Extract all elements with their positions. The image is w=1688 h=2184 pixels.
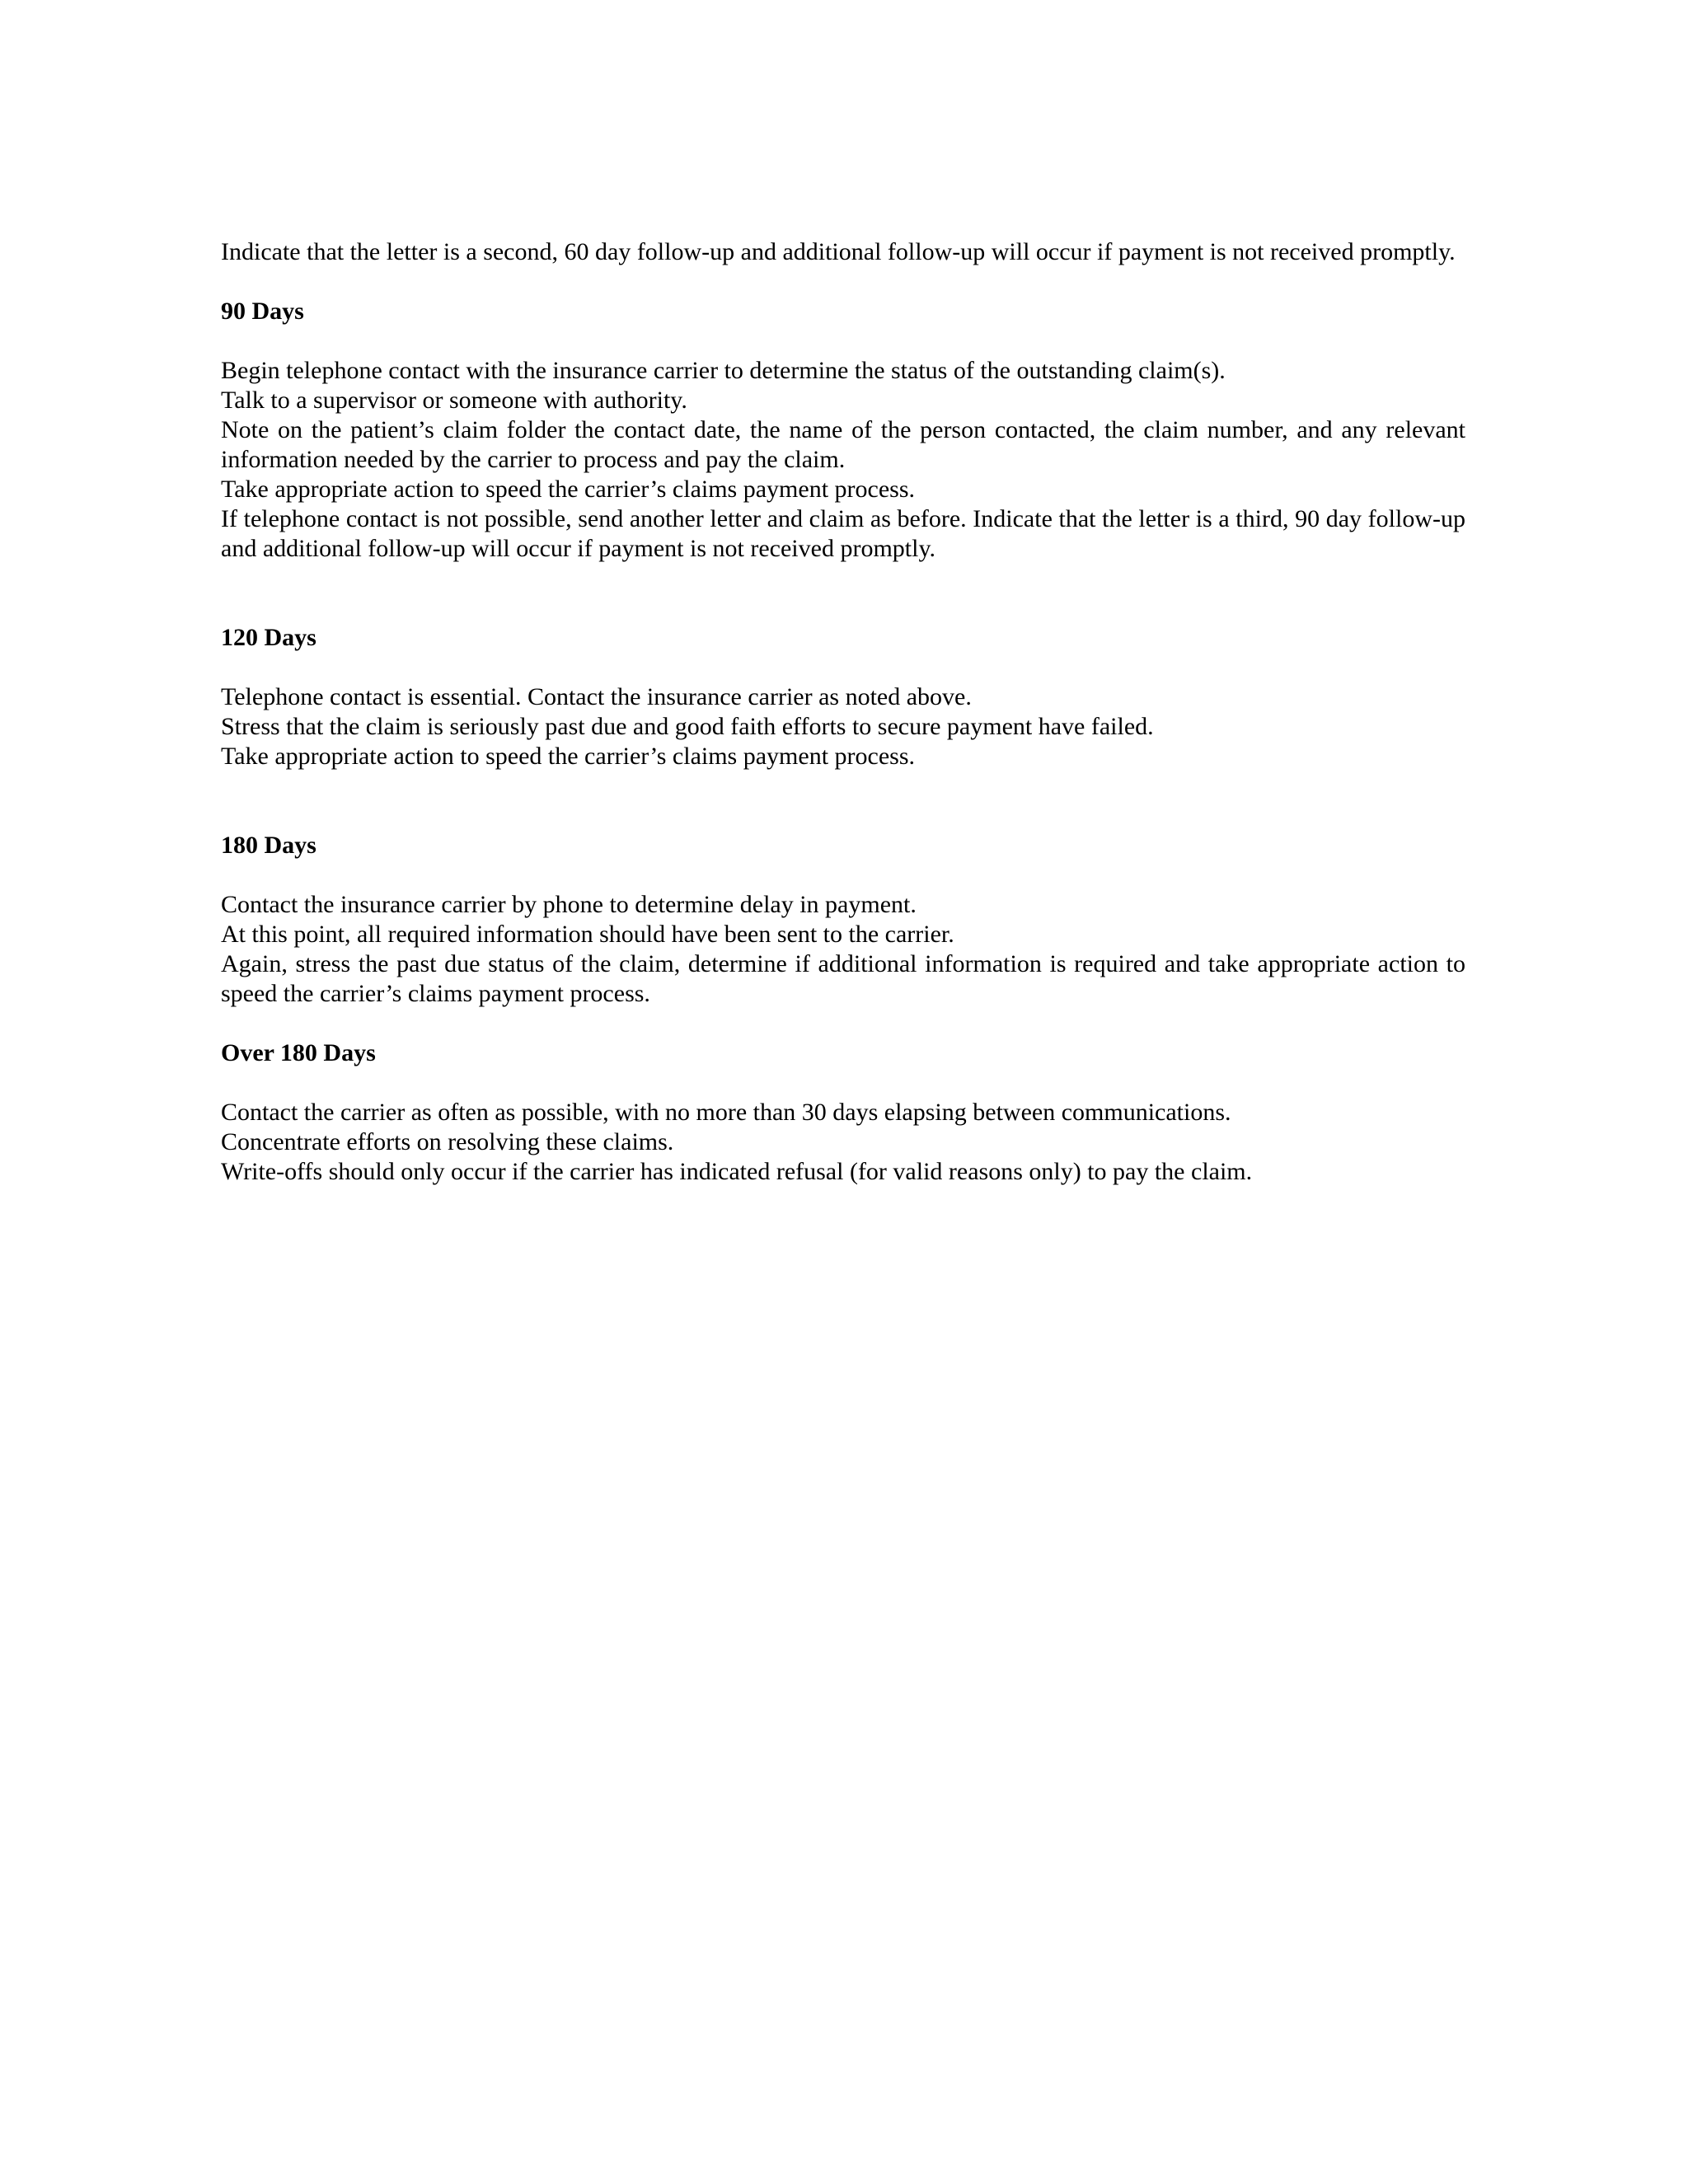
intro-paragraph: Indicate that the letter is a second, 60 day follow-up and additional follow-up will occur if payment is not received promptly. [221, 238, 1456, 265]
document-body [221, 237, 1465, 1187]
section-over-180-line-2: Concentrate efforts on resolving these claims. [221, 1128, 674, 1155]
section-heading-90-days: 90 Days [221, 298, 304, 325]
section-heading-180-days: 180 Days [221, 832, 316, 859]
section-180-line-1: Contact the insurance carrier by phone to determine delay in payment. [221, 891, 917, 918]
spacer [221, 267, 1465, 297]
section-90-line-2: Talk to a supervisor or someone with authority. [221, 387, 687, 414]
spacer [221, 326, 1465, 356]
section-180-line-2: At this point, all required information should have been sent to the carrier. [221, 921, 954, 948]
section-120-line-1: Telephone contact is essential. Contact the insurance carrier as noted above. [221, 683, 972, 710]
section-90-line-1: Begin telephone contact with the insurance carrier to determine the status of the outstanding claim(s). [221, 357, 1226, 384]
spacer [221, 1009, 1465, 1038]
section-180-line-3: Again, stress the past due status of the claim, determine if additional information is required and take appropriate action to speed the carrier’s claims payment process. [221, 950, 1465, 1007]
section-120-line-3: Take appropriate action to speed the carrier’s claims payment process. [221, 743, 916, 770]
section-120-line-2: Stress that the claim is seriously past due and good faith efforts to secure payment have failed. [221, 713, 1154, 740]
section-over-180-line-1: Contact the carrier as often as possible, with no more than 30 days elapsing between communications. [221, 1099, 1231, 1126]
spacer [221, 1068, 1465, 1098]
section-90-line-5: If telephone contact is not possible, send another letter and claim as before. Indicate that the letter is a third, 90 day follow-up and additional follow-up will occur if payment is not received promptly. [221, 505, 1465, 562]
section-90-line-4: Take appropriate action to speed the carrier’s claims payment process. [221, 476, 916, 503]
spacer [221, 771, 1465, 831]
section-90-line-3: Note on the patient’s claim folder the contact date, the name of the person contacted, the claim number, and any relevant information needed by the carrier to process and pay the claim. [221, 416, 1465, 473]
spacer [221, 860, 1465, 890]
section-heading-over-180-days: Over 180 Days [221, 1039, 376, 1066]
section-heading-120-days: 120 Days [221, 624, 316, 651]
spacer [221, 564, 1465, 623]
section-over-180-line-3: Write-offs should only occur if the carrier has indicated refusal (for valid reasons only) to pay the claim. [221, 1158, 1253, 1185]
spacer [221, 653, 1465, 682]
